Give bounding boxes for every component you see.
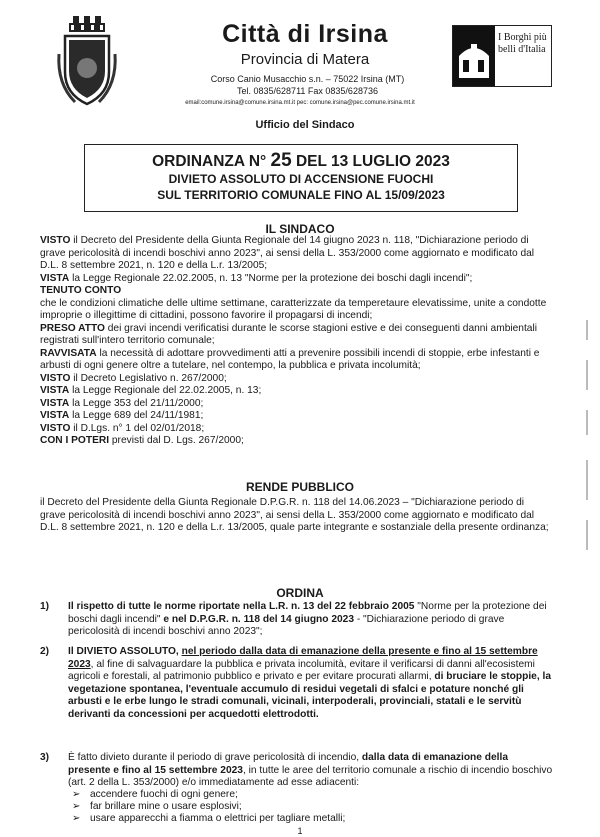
ordinance-prefix: ORDINANZA N° xyxy=(152,153,267,170)
premise: VISTA la Legge 353 del 21/11/2000; xyxy=(40,397,204,409)
bullet-item: ➢ far brillare mine o usare esplosivi; xyxy=(72,801,242,812)
arrowhead-bullet-icon: ➢ xyxy=(72,801,81,812)
premise: VISTO il D.Lgs. n° 1 del 02/01/2018; xyxy=(40,422,205,434)
premise: TENUTO CONTO che le condizioni climatiche delle ultime settimane, caratterizzate da temperetaure elevatissime, unite a condotte improprie o illegittime di cittadini, possono favorire il propagarsi di incendi; xyxy=(40,285,547,321)
borghi-logo-text: I Borghi più belli d'Italia xyxy=(498,32,547,55)
office-name: Ufficio del Sindaco xyxy=(255,119,355,131)
premise: PRESO ATTO dei gravi incendi verificatisi durante le scorse stagioni estive e dei conseguenti danni ambientali registrati sull'intero territorio comunale; xyxy=(40,322,537,346)
borghi-logo-image xyxy=(453,26,495,86)
premise: VISTA la Legge Regionale 22.02.2005, n. 13 "Norme per la protezione dei boschi dagli incendi"; xyxy=(40,272,473,284)
premise: RAVVISATA la necessità di adottare provvedimenti atti a prevenire possibili incendi di stoppie, erbe infestanti e arbusti di ogni genere oltre a tutelare, nel contempo, la pubblica e privata incolumità; xyxy=(40,347,540,371)
heading-rende-pubblico: RENDE PUBBLICO xyxy=(245,480,354,494)
side-protocol-stamp xyxy=(583,320,591,580)
email-contacts: email:comune.irsina@comune.irsina.mt.it pec: comune.irsina@pec.comune.irsina.mt.it xyxy=(185,100,415,106)
city-title: Città di Irsina xyxy=(222,20,388,48)
arrowhead-bullet-icon: ➢ xyxy=(72,813,81,824)
borghi-italia-logo xyxy=(452,25,552,87)
premise: VISTO il Decreto Legislativo n. 267/2000; xyxy=(40,372,227,384)
ordinance-number: 25 xyxy=(270,150,292,171)
bullet-item: ➢ usare apparecchi a fiamma o elettrici per tagliare metalli; xyxy=(72,813,346,824)
premise: VISTO il Decreto del Presidente della Giunta Regionale del 14 giugno 2023 n. 118, "Dichiarazione periodo di grave pericolosità di incendi boschivi anno 2023", ai sensi della L. 353/2000 come aggiornato e modificato dal D.L. 8 settembre 2021, n. 120 e della L.r. 13/2005; xyxy=(40,235,535,271)
ordinance-subtitle: SUL TERRITORIO COMUNALE FINO AL 15/09/2023 xyxy=(157,188,445,202)
premise: VISTA la Legge Regionale del 22.02.2005, n. 13; xyxy=(40,385,262,396)
heading-ordina: ORDINA xyxy=(276,586,324,600)
arrowhead-bullet-icon: ➢ xyxy=(72,789,81,800)
heading-il-sindaco: IL SINDACO xyxy=(265,222,335,236)
address: Corso Canio Musacchio s.n. – 75022 Irsina (MT) xyxy=(210,74,405,84)
ordinance-date: DEL 13 LUGLIO 2023 xyxy=(295,153,450,170)
premise: VISTA la Legge 689 del 24/11/1981; xyxy=(40,410,204,421)
rende-pubblico-text: il Decreto del Presidente della Giunta Regionale D.P.G.R. n. 118 del 14.06.2023 – "Dichiarazione periodo di grave pericolosità di incendi boschivi anno 2023", ai sensi della L. 353/2000 come aggiornato e modificato dal D.L. 8 settembre 2021, n. 120 e della L.r. 13/2005, quale parte integrante e sostanziale della presente ordinanza; xyxy=(40,497,549,533)
bullet-item: ➢ accendere fuochi di ogni genere; xyxy=(72,789,238,800)
irsina-coat-of-arms-icon xyxy=(55,14,119,110)
page-number: 1 xyxy=(297,826,303,836)
premises-section xyxy=(40,235,550,448)
ordinance-subtitle: DIVIETO ASSOLUTO DI ACCENSIONE FUOCHI xyxy=(168,172,434,186)
premise: CON I POTERI previsti dal D. Lgs. 267/2000; xyxy=(40,435,244,446)
phone-fax: Tel. 0835/628711 Fax 0835/628736 xyxy=(237,86,378,96)
ordinance-title xyxy=(84,150,518,172)
province-name: Provincia di Matera xyxy=(240,51,370,68)
